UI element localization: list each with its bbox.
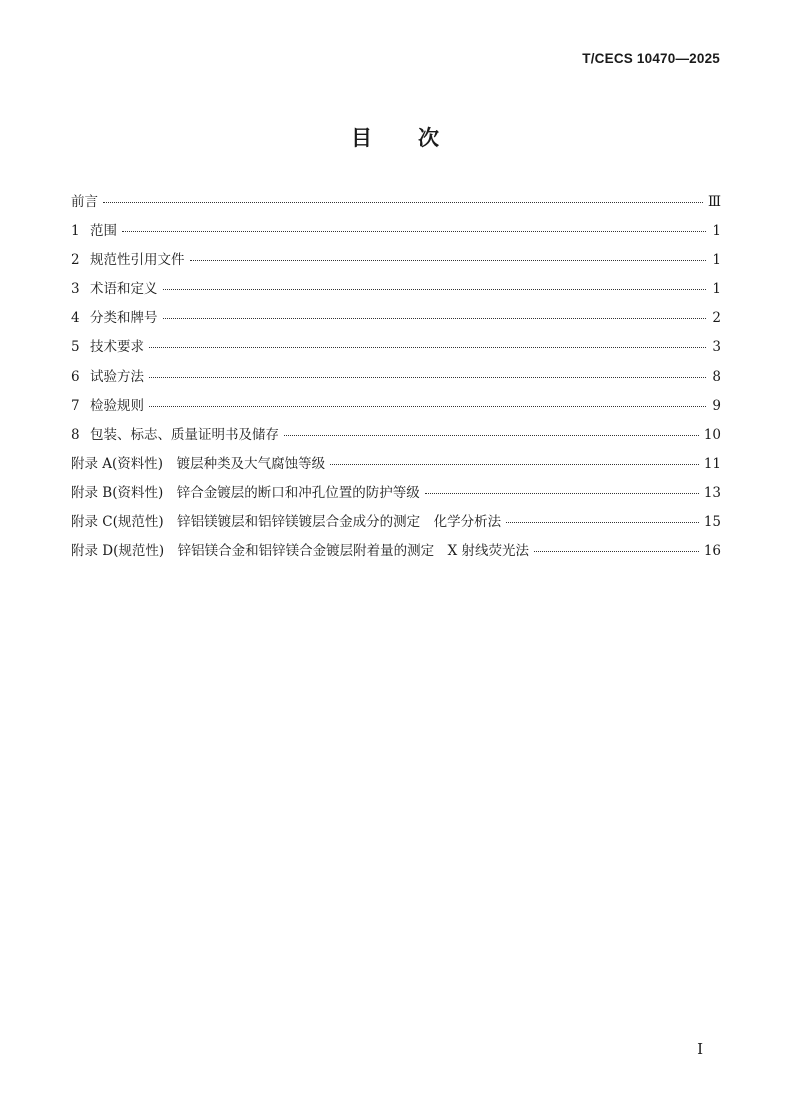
- toc-entry-page: 15: [703, 514, 721, 531]
- toc-entry-label: 附录 B(资料性) 锌合金镀层的断口和冲孔位置的防护等级: [71, 484, 420, 501]
- toc-entry-page: 13: [703, 484, 721, 501]
- toc-entry-page: 11: [703, 455, 721, 472]
- page-number: I: [697, 1040, 703, 1058]
- toc-entry-label: 术语和定义: [90, 281, 158, 298]
- title-char-1: 目: [351, 125, 372, 150]
- toc-entry-label: 附录 C(规范性) 锌铝镁镀层和铝锌镁镀层合金成分的测定 化学分析法: [71, 514, 502, 531]
- toc-entry-label: 附录 D(规范性) 锌铝镁合金和铝锌镁合金镀层附着量的测定 X 射线荧光法: [71, 543, 530, 560]
- title-char-2: 次: [418, 125, 439, 150]
- toc-entry-test-methods[interactable]: [71, 365, 721, 394]
- page-title: [0, 122, 790, 152]
- toc-entry-scope[interactable]: [71, 219, 721, 248]
- toc-entry-number: 2: [71, 252, 80, 269]
- toc-entry-inspection-rules[interactable]: [71, 394, 721, 423]
- toc-leader-dots: [190, 260, 707, 261]
- toc-entry-page: 1: [712, 281, 721, 298]
- toc-entry-number: 6: [71, 368, 80, 385]
- toc-entry-appendix-c[interactable]: [71, 510, 721, 539]
- toc-leader-dots: [425, 493, 699, 494]
- standard-code: T/CECS 10470—2025: [582, 51, 720, 66]
- toc-entry-page: 3: [712, 339, 721, 356]
- toc-leader-dots: [506, 522, 699, 523]
- toc-leader-dots: [103, 202, 703, 203]
- toc-entry-label: 技术要求: [90, 339, 144, 356]
- toc-entry-label: 附录 A(资料性) 镀层种类及大气腐蚀等级: [71, 455, 326, 472]
- toc-entry-page: Ⅲ: [707, 194, 721, 210]
- toc-entry-normative-references[interactable]: [71, 248, 721, 277]
- toc-leader-dots: [330, 464, 699, 465]
- toc-entry-label: 分类和牌号: [90, 310, 158, 327]
- toc-entry-number: 7: [71, 397, 80, 414]
- table-of-contents: [71, 190, 721, 568]
- toc-entry-appendix-b[interactable]: [71, 481, 721, 510]
- toc-leader-dots: [534, 551, 699, 552]
- toc-entry-requirements[interactable]: [71, 335, 721, 364]
- toc-entry-page: 10: [703, 426, 721, 443]
- toc-entry-terms[interactable]: [71, 277, 721, 306]
- toc-entry-page: 8: [712, 368, 721, 385]
- toc-entry-label: 检验规则: [90, 397, 144, 414]
- toc-entry-page: 2: [712, 310, 721, 327]
- toc-entry-label: 包装、标志、质量证明书及储存: [90, 426, 279, 443]
- toc-leader-dots: [122, 231, 706, 232]
- toc-entry-page: 9: [712, 397, 721, 414]
- toc-entry-preface[interactable]: [71, 190, 721, 219]
- toc-entry-page: 16: [703, 543, 721, 560]
- toc-leader-dots: [163, 318, 707, 319]
- toc-entry-label: 试验方法: [90, 368, 144, 385]
- toc-entry-classification[interactable]: [71, 306, 721, 335]
- toc-entry-appendix-d[interactable]: [71, 539, 721, 568]
- toc-entry-page: 1: [712, 252, 721, 269]
- toc-leader-dots: [284, 435, 699, 436]
- toc-entry-number: 5: [71, 339, 80, 356]
- toc-entry-number: 3: [71, 281, 80, 298]
- toc-entry-number: 1: [71, 223, 80, 240]
- toc-entry-number: 4: [71, 310, 80, 327]
- toc-leader-dots: [163, 289, 707, 290]
- toc-entry-label: 规范性引用文件: [90, 252, 185, 269]
- toc-entry-label: 前言: [71, 194, 98, 210]
- toc-entry-page: 1: [712, 223, 721, 240]
- toc-leader-dots: [149, 406, 706, 407]
- toc-leader-dots: [149, 347, 706, 348]
- toc-entry-packaging[interactable]: [71, 423, 721, 452]
- toc-entry-number: 8: [71, 426, 80, 443]
- toc-entry-appendix-a[interactable]: [71, 452, 721, 481]
- toc-leader-dots: [149, 377, 706, 378]
- toc-entry-label: 范围: [90, 223, 117, 240]
